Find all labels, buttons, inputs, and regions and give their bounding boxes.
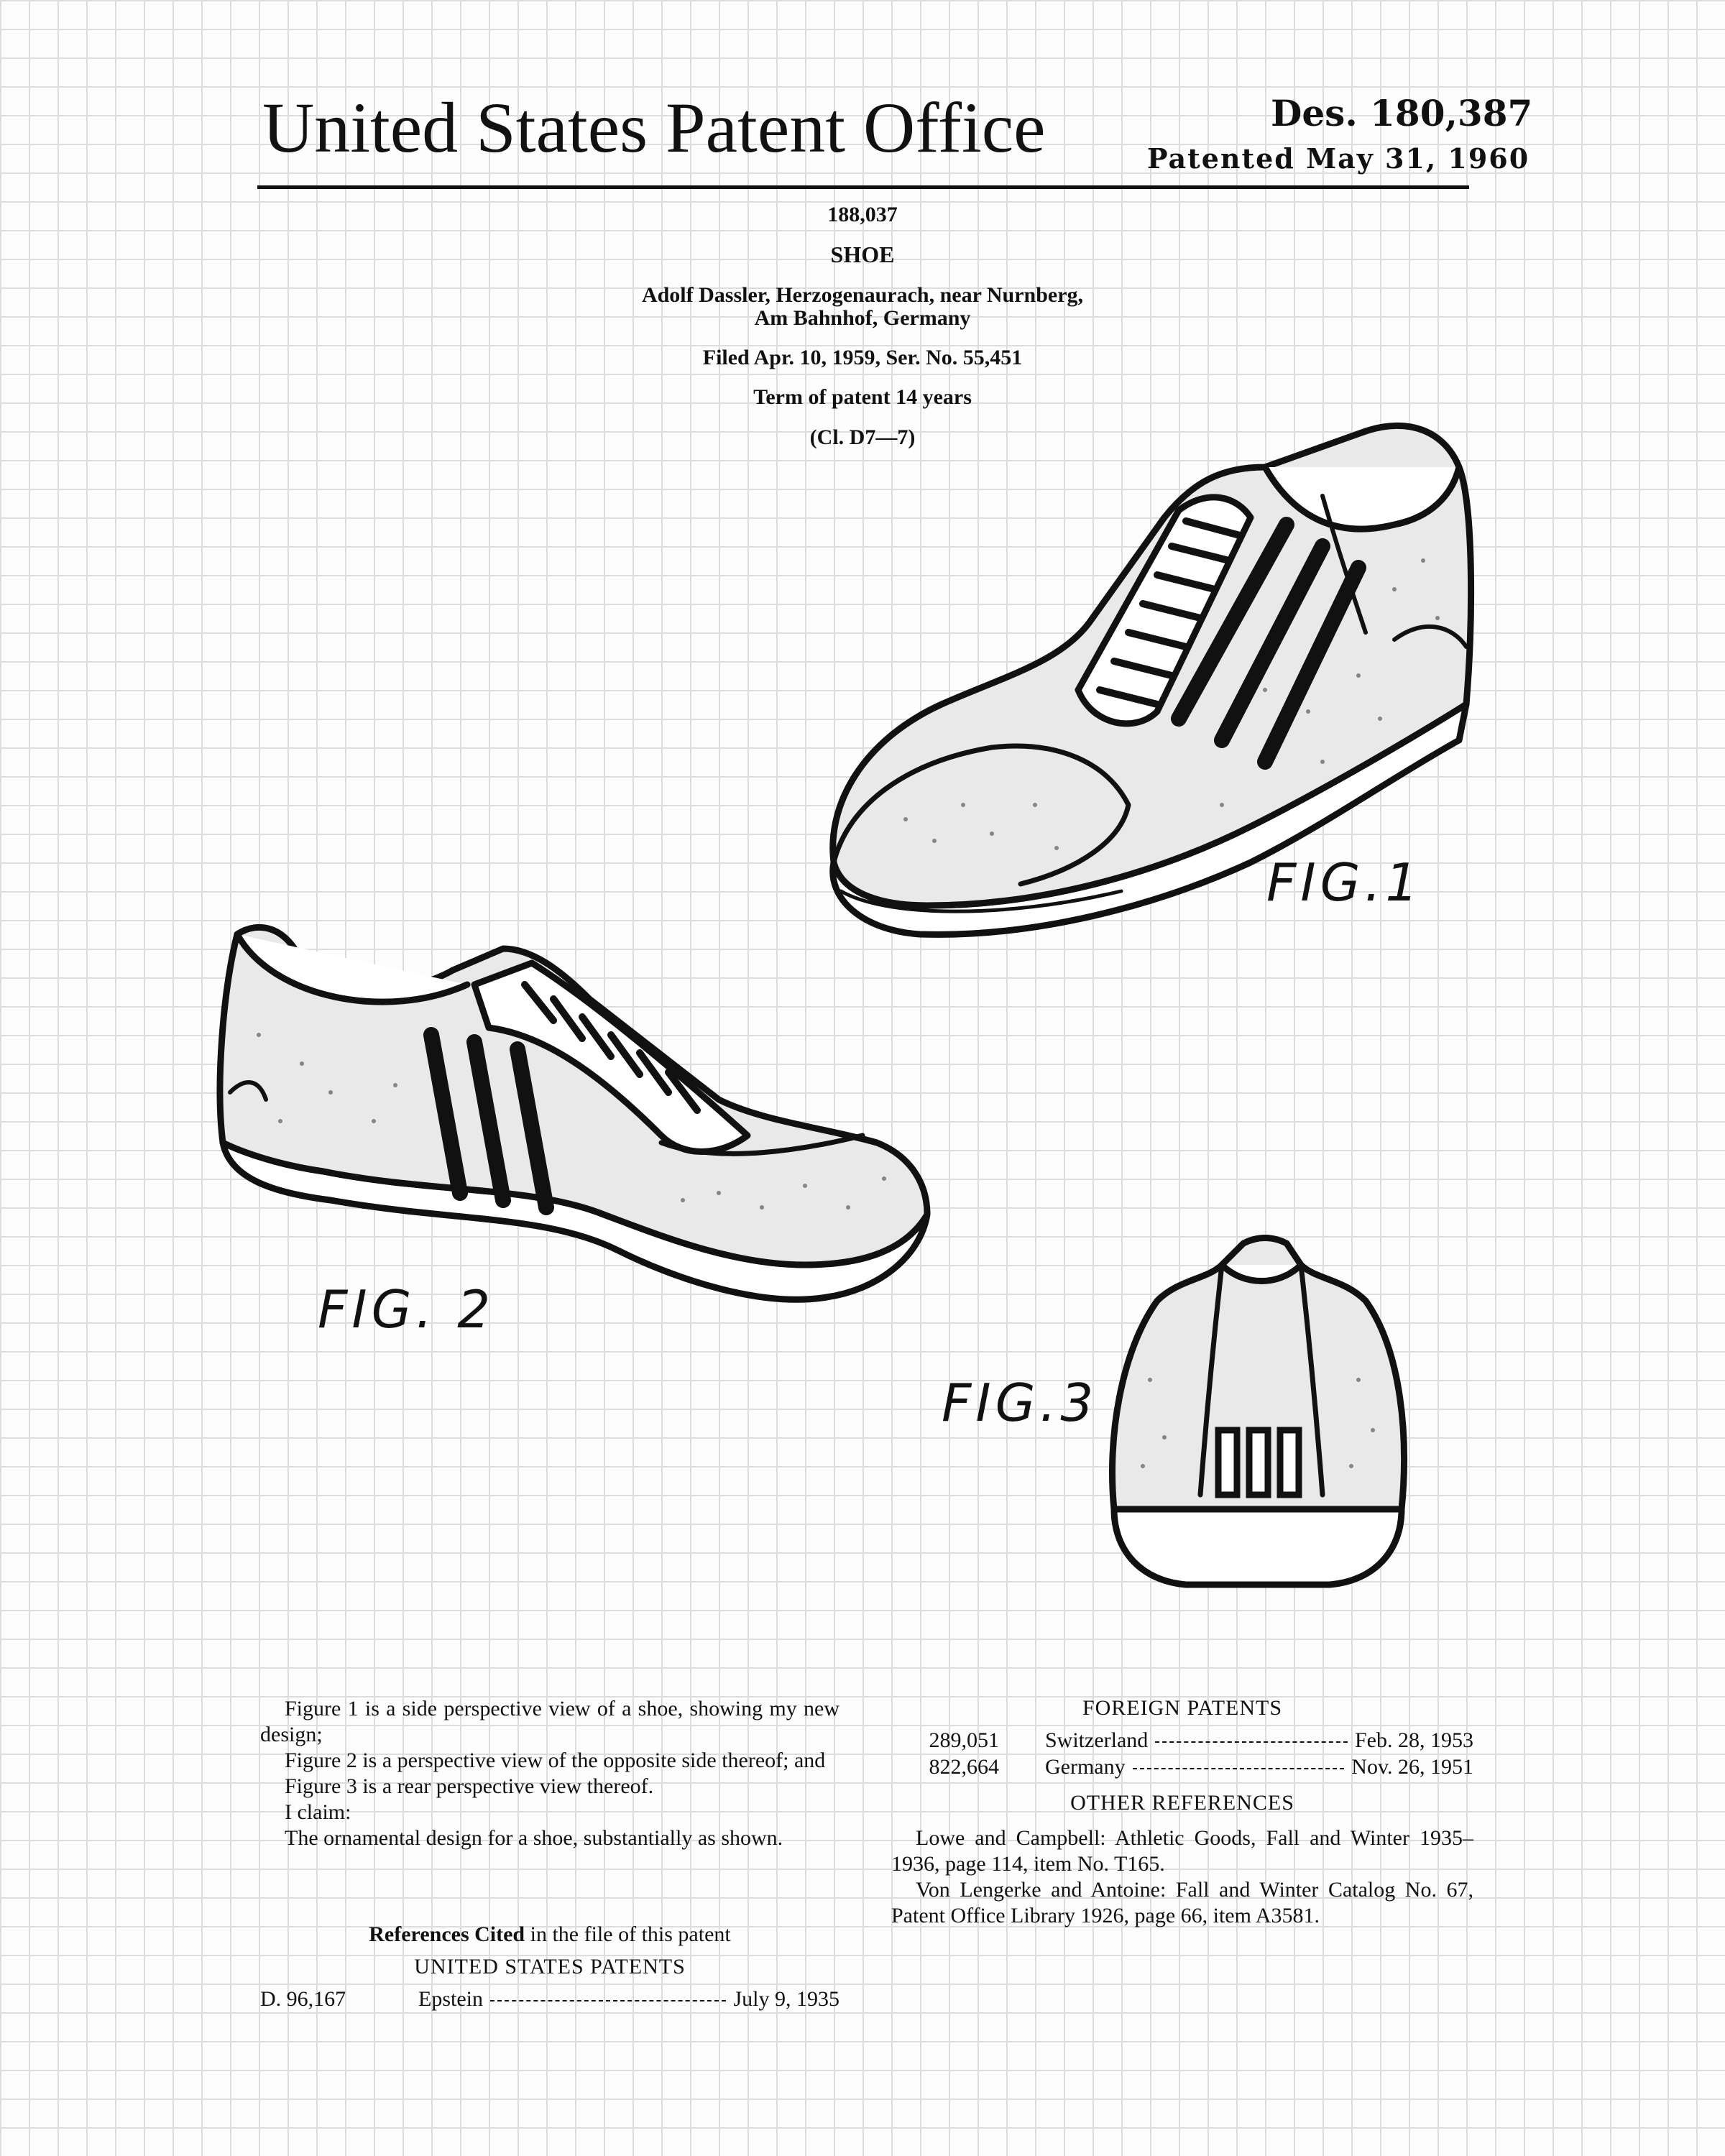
desc-fig1: Figure 1 is a side perspective view of a shoe, showing my new design; — [260, 1697, 840, 1746]
desc-fig3: Figure 3 is a rear perspective view thereof. — [285, 1774, 654, 1798]
foreign-patent-date: Nov. 26, 1951 — [1351, 1755, 1473, 1779]
foreign-patent-country: Switzerland — [1045, 1728, 1149, 1752]
leader-dashes — [1133, 1768, 1345, 1769]
us-patent-number: D. 96,167 — [260, 1987, 346, 2011]
claim-heading: I claim: — [285, 1800, 351, 1824]
patented-date: Patented May 31, 1960 — [1147, 142, 1530, 175]
other-reference-2: Von Lengerke and Antoine: Fall and Winter Catalog No. 67, Patent Office Library 1926, page 66, item A3581. — [891, 1878, 1473, 1927]
us-patent-name: Epstein — [418, 1987, 483, 2011]
fig3-shoe-drawing — [1100, 1222, 1416, 1595]
foreign-patent-date: Feb. 28, 1953 — [1355, 1728, 1473, 1752]
other-references-heading: OTHER REFERENCES — [1070, 1791, 1294, 1815]
claim-text: The ornamental design for a shoe, substantially as shown. — [285, 1826, 783, 1850]
desc-fig2: Figure 2 is a perspective view of the opposite side thereof; and — [285, 1749, 826, 1772]
inventor-block — [546, 284, 1179, 330]
filed-line: Filed Apr. 10, 1959, Ser. No. 55,451 — [702, 346, 1023, 369]
header-rule — [257, 185, 1469, 189]
other-reference-1: Lowe and Campbell: Athletic Goods, Fall and Winter 1935–1936, page 114, item No. T165. — [891, 1826, 1473, 1876]
references-cited-line — [260, 1922, 840, 1947]
foreign-patent-number: 822,664 — [929, 1755, 999, 1779]
foreign-patent-row — [891, 1755, 1473, 1779]
references-cited-bold: References Cited — [369, 1922, 525, 1946]
fig1-label: FIG.1 — [1266, 852, 1423, 913]
other-references — [891, 1825, 1473, 1929]
serial-number: 188,037 — [827, 203, 898, 226]
office-title: United States Patent Office — [262, 88, 1046, 167]
foreign-patents-heading: FOREIGN PATENTS — [1082, 1696, 1283, 1720]
references-cited-rest: in the file of this patent — [525, 1922, 731, 1946]
us-patent-row — [260, 1987, 840, 2012]
figure-descriptions — [260, 1696, 840, 1851]
fig3-label: FIG.3 — [942, 1373, 1098, 1433]
fig2-label: FIG. 2 — [318, 1279, 495, 1340]
us-patent-date: July 9, 1935 — [733, 1987, 840, 2011]
us-patents-heading: UNITED STATES PATENTS — [414, 1955, 686, 1978]
inventor-line-1: Adolf Dassler, Herzogenaurach, near Nurnberg, — [641, 283, 1084, 307]
class-line: (Cl. D7—7) — [809, 425, 916, 449]
inventor-line-2: Am Bahnhof, Germany — [754, 306, 971, 330]
foreign-patent-row — [891, 1728, 1473, 1753]
patent-title: SHOE — [830, 241, 895, 267]
design-patent-number: Des. 180,387 — [1271, 92, 1533, 134]
fig2-shoe-drawing — [216, 906, 934, 1322]
term-line: Term of patent 14 years — [753, 385, 972, 409]
foreign-patent-number: 289,051 — [929, 1728, 999, 1752]
foreign-patent-country: Germany — [1045, 1755, 1126, 1779]
leader-dashes — [490, 2000, 726, 2001]
leader-dashes — [1155, 1741, 1348, 1743]
